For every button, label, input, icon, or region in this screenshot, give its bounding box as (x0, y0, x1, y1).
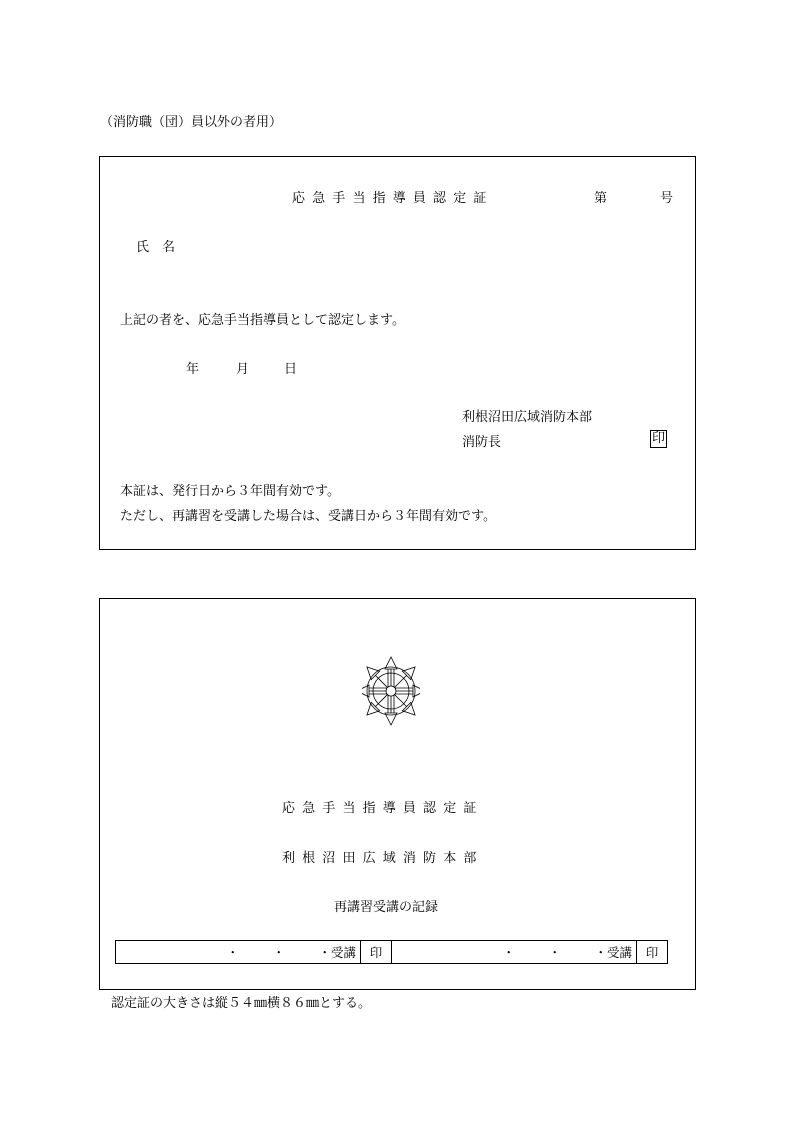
certify-statement: 上記の者を、応急手当指導員として認定します。 (120, 313, 405, 328)
back-organization: 利根沼田広域消防本部 (282, 851, 484, 866)
issuer-organization: 利根沼田広域消防本部 (462, 410, 593, 425)
attended-label: 受講 (606, 945, 632, 960)
seal-mark (650, 430, 667, 448)
certificate-title: 応急手当指導員認定証 (292, 191, 494, 206)
issuer-title: 消防長 (462, 435, 502, 450)
number-prefix: 第 (594, 191, 608, 206)
record-row (116, 941, 668, 964)
record-title: 再講習受講の記録 (334, 900, 439, 915)
date-dot: ・ (548, 945, 561, 960)
validity-text-1: 本証は、発行日から３年間有効です。 (120, 484, 340, 499)
certificate-back (99, 598, 696, 990)
retraining-record-table (115, 940, 668, 964)
date-dot: ・ (502, 945, 515, 960)
date-dot: ・ (272, 945, 285, 960)
validity-text-2: ただし、再講習を受講した場合は、受講日から３年間有効です。 (120, 509, 496, 524)
attended-label: 受講 (330, 945, 356, 960)
usage-note: （消防職（団）員以外の者用） (100, 115, 283, 130)
certificate-front (99, 156, 696, 550)
date-day-label: 日 (284, 362, 298, 377)
date-dot: ・ (594, 945, 607, 960)
size-footnote: 認定証の大きさは縦５４㎜横８６㎜とする。 (111, 996, 372, 1011)
date-dot: ・ (226, 945, 239, 960)
seal-label: 印 (652, 431, 666, 446)
record-seal-cell-2: 印 (637, 941, 668, 964)
date-year-label: 年 (186, 362, 200, 377)
record-seal-cell-1: 印 (361, 941, 392, 964)
record-date-cell-2 (392, 941, 637, 964)
date-month-label: 月 (236, 362, 250, 377)
name-label: 氏 名 (136, 240, 176, 255)
date-dot: ・ (318, 945, 331, 960)
fire-department-emblem-icon (362, 652, 420, 730)
record-date-cell-1 (116, 941, 361, 964)
number-suffix: 号 (660, 191, 674, 206)
back-certificate-title: 応急手当指導員認定証 (282, 801, 484, 816)
